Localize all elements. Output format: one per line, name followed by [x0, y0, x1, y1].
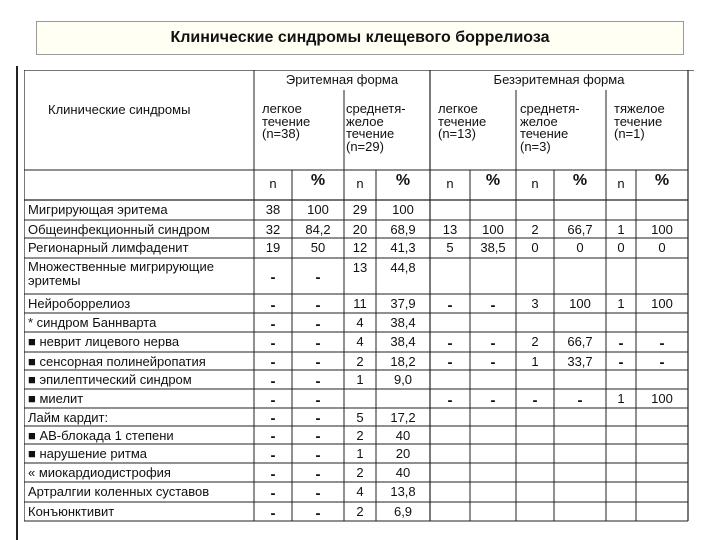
table-cell: 40 — [395, 428, 411, 443]
table-cell: 11 — [353, 296, 367, 311]
table-cell: 1 — [617, 222, 625, 237]
table-cell: 100 — [651, 296, 673, 311]
table-cell: 84,2 — [305, 222, 331, 237]
table-cell: 38 — [265, 202, 281, 217]
subheader-n: n — [531, 176, 539, 191]
table-cell: - — [447, 354, 453, 371]
table-cell: - — [270, 335, 276, 352]
row-label: ■ миелит — [28, 391, 84, 406]
table-cell: - — [315, 465, 321, 483]
table-cell: 18,2 — [390, 354, 416, 369]
row-label: Общеинфекционный синдром — [28, 222, 210, 237]
table-cell: - — [490, 391, 496, 409]
table-cell: 20 — [352, 222, 368, 237]
table-cell: - — [618, 335, 624, 352]
slide-title-box — [36, 21, 684, 55]
table-cell: 4 — [356, 484, 364, 499]
row-label: ■ АВ-блокада 1 степени — [28, 428, 174, 443]
table-cell: 1 — [356, 372, 364, 387]
table-cell: 3 — [531, 296, 539, 311]
table-cell: 13 — [442, 222, 458, 237]
table-cell: - — [270, 428, 276, 445]
table-cell: 0 — [531, 240, 539, 255]
table-cell: 66,7 — [567, 334, 593, 349]
table-cell: 6,9 — [393, 504, 413, 519]
table-cell: 33,7 — [567, 354, 593, 369]
table-cell: 17,2 — [390, 410, 416, 425]
row-label: Конъюнктивит — [28, 504, 115, 519]
table-cell: 0 — [658, 240, 666, 255]
table-cell: - — [270, 315, 276, 333]
table-cell: 100 — [651, 391, 673, 406]
table-cell: - — [315, 296, 321, 314]
row-label: Артралгии коленных суставов — [28, 484, 210, 499]
table-cell: 5 — [446, 240, 454, 255]
row-label: Мигрирующая эритема — [28, 202, 168, 217]
row-label: « миокардиодистрофия — [28, 465, 171, 480]
table-cell: 29 — [352, 202, 368, 217]
table-cell: - — [490, 296, 496, 314]
table-cell: - — [490, 335, 496, 352]
subheader-n: n — [617, 176, 625, 191]
row-header-label: Клинические синдромы — [48, 102, 191, 117]
row-label: ■ нарушение ритма — [28, 446, 148, 461]
table-cell: - — [532, 391, 538, 409]
table-cell: 0 — [617, 240, 625, 255]
table-cell: 12 — [352, 240, 368, 255]
table-cell: 38,4 — [390, 334, 416, 349]
subheader-percent: % — [572, 172, 588, 189]
table-cell: 41,3 — [390, 240, 416, 255]
table-cell: 1 — [531, 354, 539, 369]
table-cell: - — [659, 354, 665, 371]
column-header-2: среднетя- желое течение (n=29) — [346, 101, 406, 154]
table-cell: 2 — [356, 465, 364, 480]
table-cell: 20 — [395, 446, 411, 461]
subheader-percent: % — [485, 172, 501, 189]
column-header-5: тяжелое течение (n=1) — [614, 101, 665, 141]
table-cell: 100 — [482, 222, 504, 237]
subheader-percent: % — [395, 172, 411, 189]
table-cell: 1 — [617, 391, 625, 406]
table-cell: 9,0 — [393, 372, 413, 387]
page-left-edge — [16, 66, 18, 540]
table-cell: - — [315, 428, 321, 445]
table-cell: - — [315, 372, 321, 390]
table-cell: - — [315, 504, 321, 522]
column-header-3: легкое течение (n=13) — [438, 101, 487, 141]
column-header-4: среднетя- желое течение (n=3) — [520, 101, 580, 154]
table-cell: 100 — [569, 296, 591, 311]
subheader-n: n — [269, 176, 277, 191]
table-cell: - — [315, 410, 321, 427]
table-cell: - — [270, 465, 276, 483]
table-cell: 66,7 — [567, 222, 593, 237]
group-header-erythema: Эритемная форма — [285, 72, 399, 87]
table-cell: - — [270, 410, 276, 427]
row-label: ■ сенсорная полинейропатия — [28, 354, 206, 369]
table-cell: - — [577, 391, 583, 409]
row-label: Лайм кардит: — [28, 410, 109, 425]
table-cell: 13 — [352, 260, 368, 275]
table-cell: - — [270, 391, 276, 409]
table-cell: 2 — [356, 354, 364, 369]
table-cell: - — [270, 372, 276, 390]
table-cell: 13,8 — [390, 484, 416, 499]
row-label: Регионарный лимфаденит — [28, 240, 189, 255]
table-cell: - — [490, 354, 496, 371]
row-label: Множественные мигрирующие эритемы — [28, 259, 214, 288]
table-cell: 44,8 — [390, 260, 416, 275]
table-cell: 40 — [395, 465, 411, 480]
subheader-percent: % — [310, 172, 326, 189]
table-cell: 5 — [356, 410, 364, 425]
table-cell: 2 — [356, 504, 364, 519]
table-cell: - — [270, 485, 276, 502]
table-cell: 4 — [356, 334, 364, 349]
table-cell: 2 — [356, 428, 364, 443]
table-cell: - — [315, 354, 321, 371]
table-cell: - — [315, 315, 321, 333]
table-cell: - — [315, 269, 321, 286]
table-cell: 1 — [356, 446, 364, 461]
table-cell: - — [315, 335, 321, 352]
table-cell: 38,4 — [390, 315, 416, 330]
table-cell: - — [270, 446, 276, 464]
column-header-1: легкое течение (n=38) — [262, 101, 311, 141]
table-cell: 37,9 — [390, 296, 416, 311]
table-cell: 0 — [576, 240, 584, 255]
row-label: Нейроборрелиоз — [28, 296, 131, 311]
syndromes-table — [24, 70, 694, 540]
table-cell: - — [447, 296, 453, 314]
table-cell: 1 — [617, 296, 625, 311]
table-cell: 68,9 — [390, 222, 416, 237]
table-cell: 50 — [310, 240, 326, 255]
table-cell: - — [315, 485, 321, 502]
table-cell: - — [315, 446, 321, 464]
table-cell: - — [659, 335, 665, 352]
table-cell: - — [618, 354, 624, 371]
subheader-n: n — [446, 176, 454, 191]
table-cell: - — [270, 296, 276, 314]
table-cell: - — [270, 354, 276, 371]
table-cell: 19 — [265, 240, 281, 255]
table-cell: 38,5 — [480, 240, 506, 255]
subheader-n: n — [356, 176, 364, 191]
table-cell: 2 — [531, 222, 539, 237]
row-label: ■ эпилептический синдром — [28, 372, 192, 387]
row-label: ■ неврит лицевого нерва — [28, 334, 180, 349]
slide-title: Клинические синдромы клещевого боррелиоза — [170, 29, 550, 46]
table-cell: - — [315, 391, 321, 409]
table-cell: 100 — [392, 202, 414, 217]
table-cell: 2 — [531, 334, 539, 349]
table-cell: 100 — [651, 222, 673, 237]
table-cell: - — [447, 391, 453, 409]
table-cell: 100 — [307, 202, 329, 217]
row-label: * синдром Баннварта — [28, 315, 157, 330]
table-cell: - — [270, 504, 276, 522]
table-cell: 32 — [265, 222, 281, 237]
table-cell: - — [447, 335, 453, 352]
subheader-percent: % — [654, 172, 670, 189]
group-header-non-erythema: Безэритемная форма — [493, 72, 625, 87]
table-cell: 4 — [356, 315, 364, 330]
table-cell: - — [270, 269, 276, 286]
